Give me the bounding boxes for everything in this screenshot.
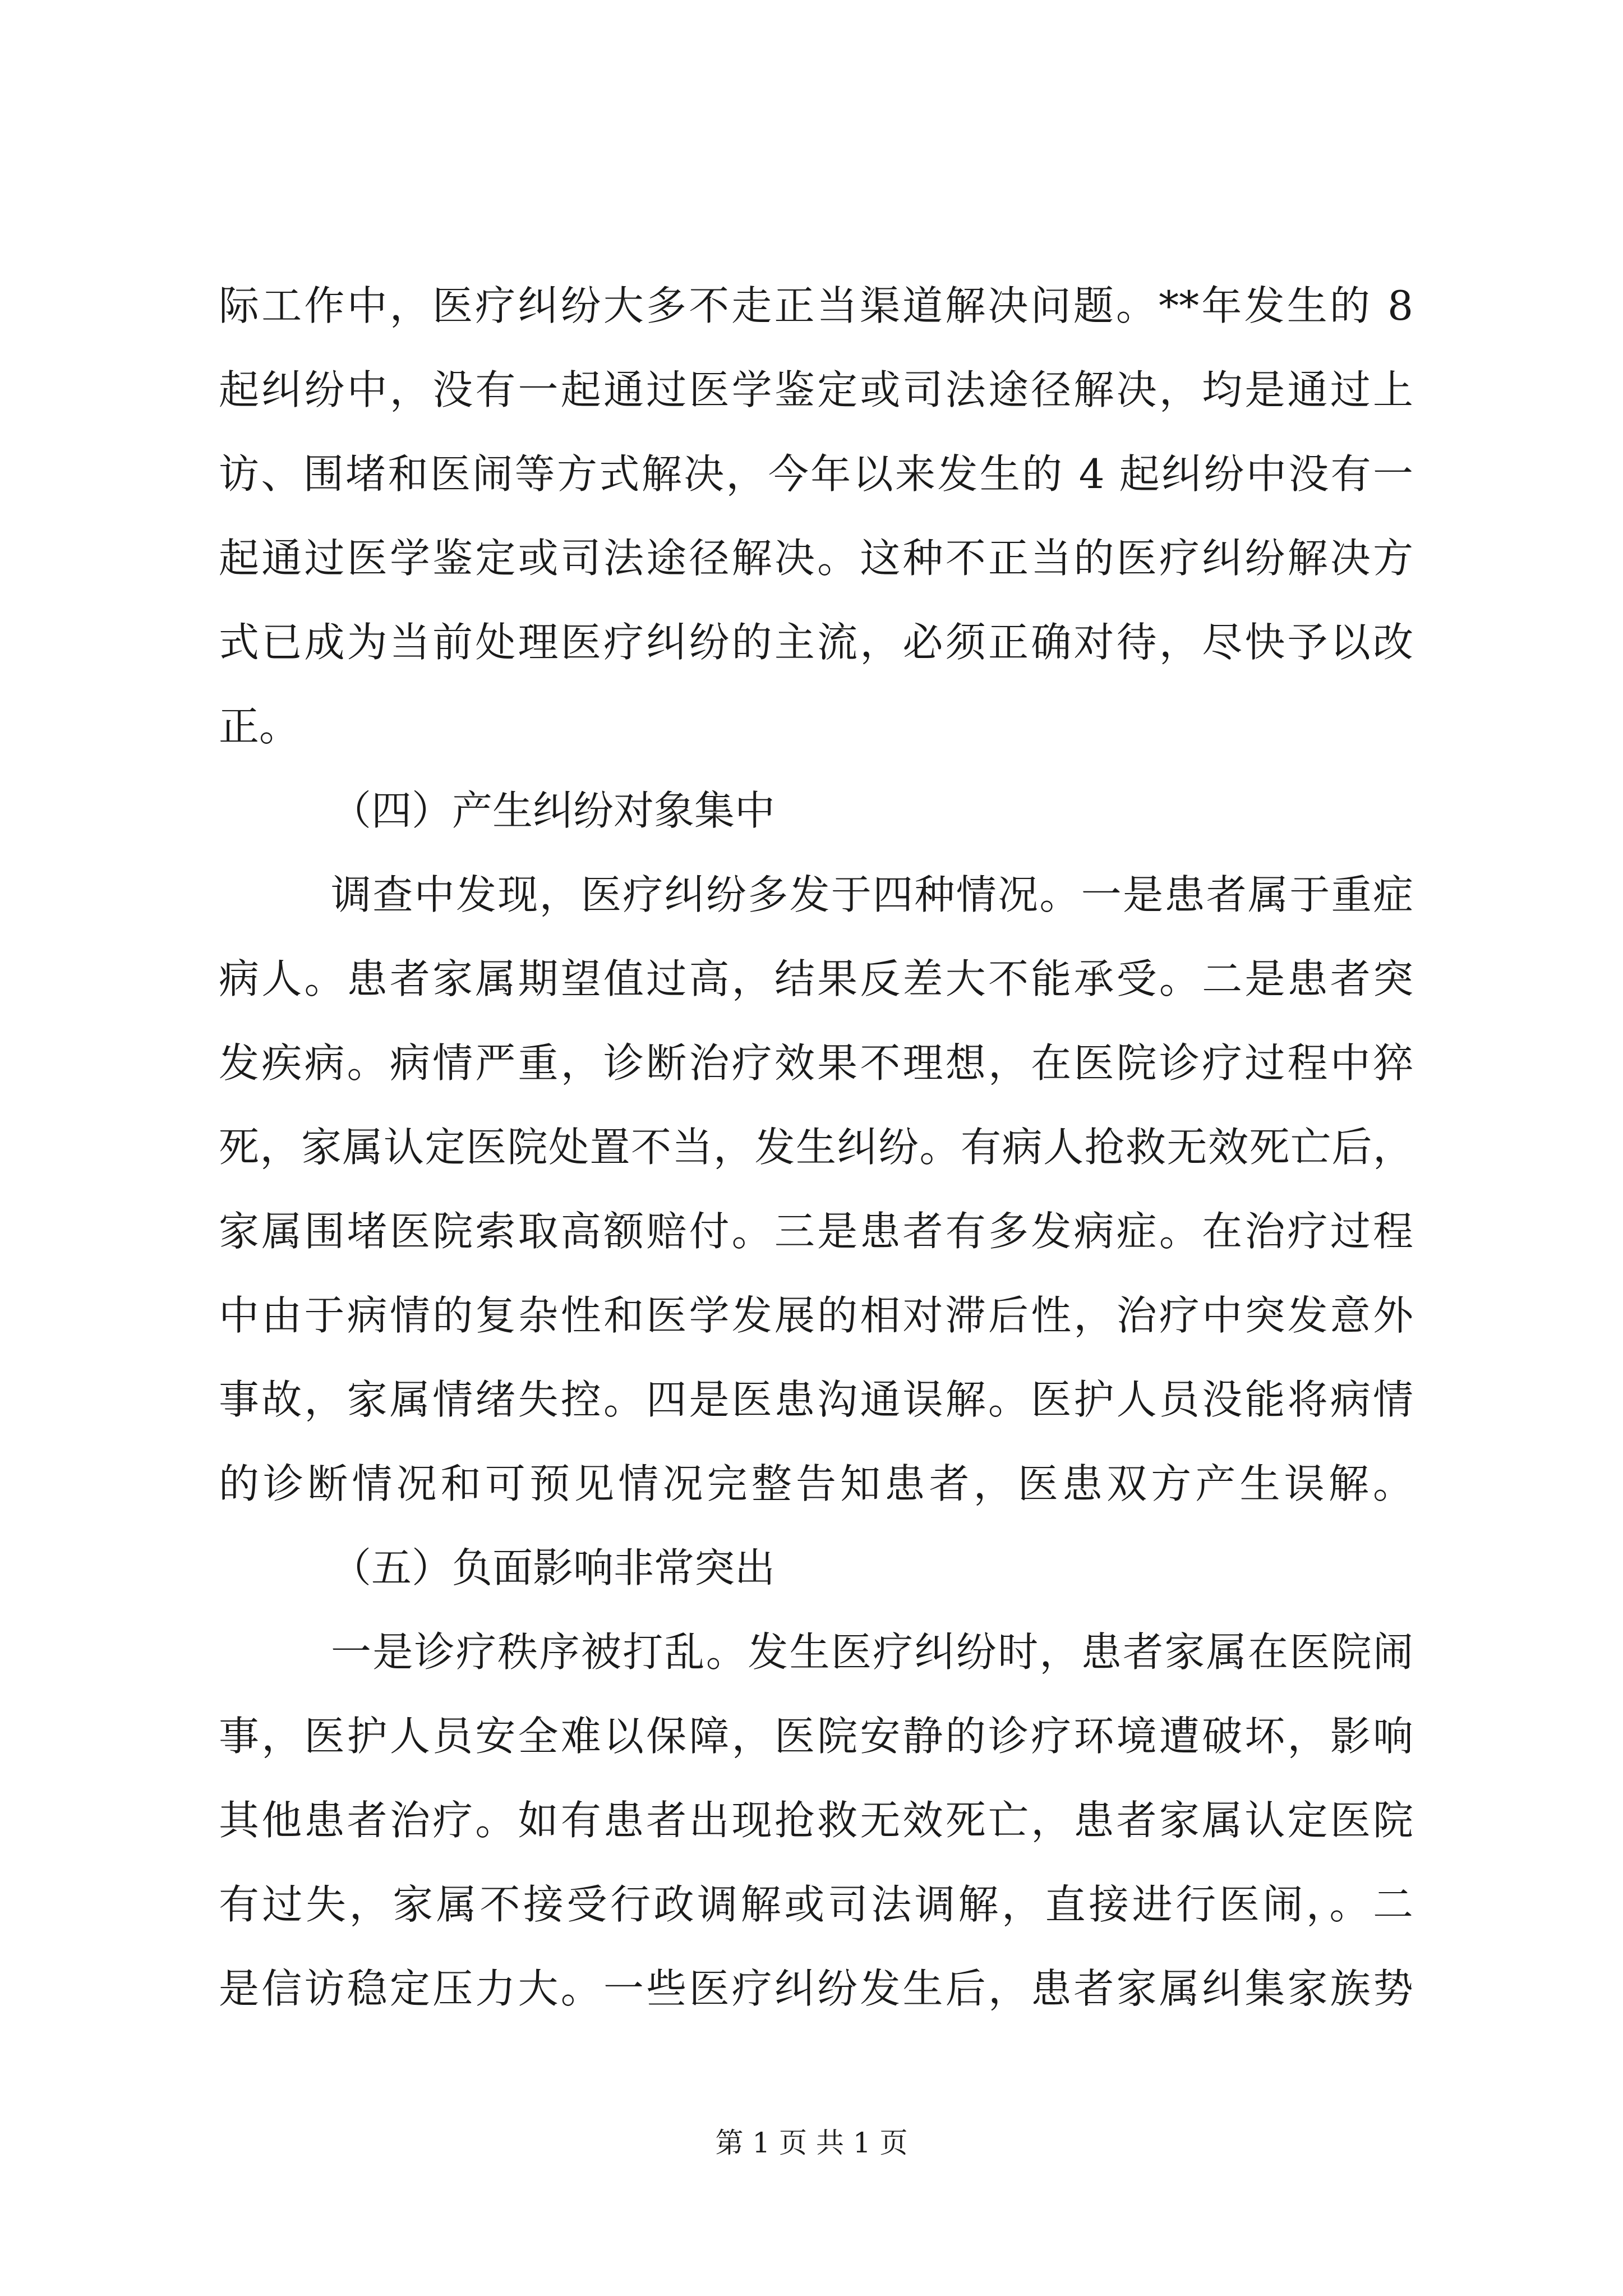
text-line: 起通过医学鉴定或司法途径解决。这种不正当的医疗纠纷解决方 (219, 535, 1413, 582)
section-heading: （四）产生纠纷对象集中 (331, 787, 776, 834)
text-line: 访、围堵和医闹等方式解决，今年以来发生的 4 起纠纷中没有一 (219, 450, 1413, 498)
text-line: 一是诊疗秩序被打乱。发生医疗纠纷时，患者家属在医院闹 (331, 1628, 1413, 1676)
text-line: 发疾病。病情严重，诊断治疗效果不理想，在医院诊疗过程中猝 (219, 1039, 1413, 1087)
text-line: 是信访稳定压力大。一些医疗纠纷发生后，患者家属纠集家族势 (219, 1965, 1413, 2012)
text-line: 的诊断情况和可预见情况完整告知患者，医患双方产生误解。 (219, 1460, 1413, 1507)
text-line: 中由于病情的复杂性和医学发展的相对滞后性，治疗中突发意外 (219, 1292, 1413, 1339)
text-line: 正。 (219, 703, 300, 750)
text-line: 其他患者治疗。如有患者出现抢救无效死亡，患者家属认定医院 (219, 1797, 1413, 1844)
document-body (219, 264, 1413, 2031)
section-heading: （五）负面影响非常突出 (331, 1544, 776, 1591)
text-line: 调查中发现，医疗纠纷多发于四种情况。一是患者属于重症 (331, 871, 1413, 918)
text-line: 式已成为当前处理医疗纠纷的主流，必须正确对待，尽快予以改 (219, 619, 1413, 666)
text-line: 家属围堵医院索取高额赔付。三是患者有多发病症。在治疗过程 (219, 1208, 1413, 1255)
text-line: 死，家属认定医院处置不当，发生纠纷。有病人抢救无效死亡后， (219, 1124, 1413, 1171)
text-line: 事故，家属情绪失控。四是医患沟通误解。医护人员没能将病情 (219, 1376, 1413, 1423)
text-line: 际工作中，医疗纠纷大多不走正当渠道解决问题。**年发生的 8 (219, 282, 1413, 329)
text-line: 有过失，家属不接受行政调解或司法调解，直接进行医闹，。二 (219, 1881, 1413, 1928)
text-line: 病人。患者家属期望值过高，结果反差大不能承受。二是患者突 (219, 955, 1413, 1002)
page-footer: 第 1 页 共 1 页 (715, 2127, 908, 2159)
text-line: 事，医护人员安全难以保障，医院安静的诊疗环境遭破坏，影响 (219, 1713, 1413, 1760)
text-line: 起纠纷中，没有一起通过医学鉴定或司法途径解决，均是通过上 (219, 366, 1413, 413)
